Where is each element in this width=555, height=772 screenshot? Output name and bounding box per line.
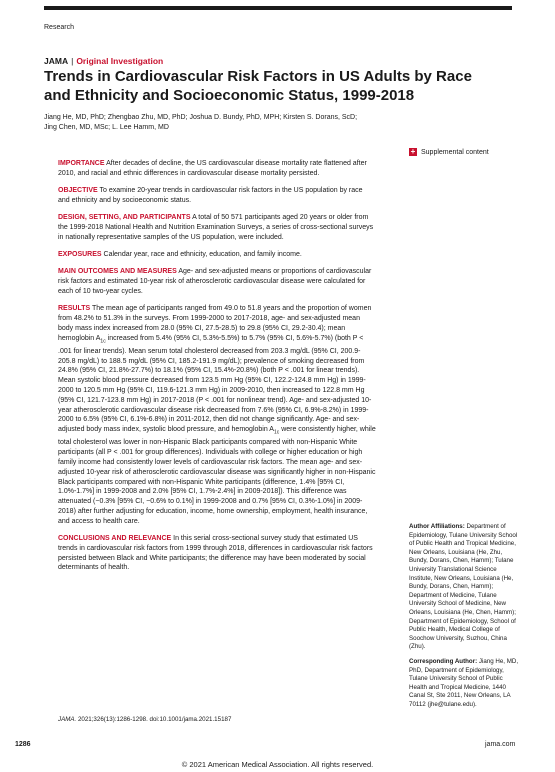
abstract-importance: [58, 159, 376, 179]
author-affiliations: [409, 523, 519, 652]
abstract-results: [58, 304, 376, 526]
results-text-2: increased from 5.4% (95% CI, 5.3%-5.5%) to 5.7% (95% CI, 5.6%-5.7%) (both P < .001 for linear trends). Mean serum total cholesterol decreased from 203.3 mg/dL (95% CI, 200.9-205.8 mg/dL) to 188.5 mg/dL (95% CI, 185.2-191.9 mg/dL); prevalence of smoking decreased from 24.8% (95% CI, 21.8%-27.7%) to 18.1% (95% CI, 15.4%-20.8%) (both P < .001 for linear trends). Mean systolic blood pressure decreased from 123.5 mm Hg (95% CI, 122.2-124.8 mm Hg) in 1999-2000 to 120.5 mm Hg (95% CI, 119.6-121.3 mm Hg) in 2009-2010, then increased to 122.8 mm Hg (95% CI, 121.7-123.8 mm Hg) in 2017-2018 (P < .001 for nonlinear trend). Age- and sex-adjusted 10-year atherosclerotic cardiovascular disease risk decreased from 7.6% (95% CI, 6.9%-8.2%) in 1999-2000 to 6.5% (95% CI, 6.1%-6.8%) in 2011-2012, then did not change significantly. Age- and sex-adjusted body mass index, systolic blood pressure, and hemoglobin A: [58, 334, 372, 434]
abstract-conclusions: [58, 534, 376, 573]
results-head: RESULTS: [58, 305, 91, 313]
page-number: 1286: [15, 741, 31, 748]
citation-journal: JAMA.: [58, 716, 77, 723]
corresponding-author: [409, 658, 519, 710]
importance-text: After decades of decline, the US cardiovascular disease mortality rate flattened after 2010, and racial and ethnic differences in cardiovascular disease mortality persisted.: [58, 160, 367, 177]
corresponding-head: Corresponding Author:: [409, 657, 478, 665]
exposures-head: EXPOSURES: [58, 251, 102, 259]
abstract-objective: [58, 186, 376, 206]
author-list: Jiang He, MD, PhD; Zhengbao Zhu, MD, PhD; Joshua D. Bundy, PhD, MPH; Kirsten S. Dorans, ScD; Jing Chen, MD, MSc; L. Lee Hamm, MD: [44, 114, 358, 131]
results-subscript-1: 1c: [100, 338, 106, 345]
journal-line: [44, 56, 163, 66]
design-head: DESIGN, SETTING, AND PARTICIPANTS: [58, 214, 191, 222]
results-subscript-2: 1c: [273, 429, 280, 436]
author-info-sidebar: [409, 523, 519, 715]
top-rule: [44, 6, 512, 24]
supplemental-content-link[interactable]: [409, 148, 489, 156]
journal-name: JAMA: [44, 56, 69, 66]
article-title: Trends in Cardiovascular Risk Factors in US Adults by Race and Ethnicity and Socioeconomic Status, 1999-2018: [44, 68, 472, 104]
abstract-outcomes: [58, 267, 376, 296]
site-link[interactable]: jama.com: [485, 741, 516, 748]
section-label: Research: [44, 24, 74, 31]
exposures-text: Calendar year, race and ethnicity, education, and family income.: [103, 251, 302, 259]
affiliations-head: Author Affiliations:: [409, 523, 465, 530]
conclusions-text: In this serial cross-sectional survey study that estimated US trends in cardiovascular risk factors from 1999 through 2018, differences in cardiovascular risk factors persisted between Black and White participants; the difference may have been moderated by social determinants of health.: [58, 535, 373, 572]
outcomes-text: Age- and sex-adjusted means or proportions of cardiovascular risk factors and estimated 10-year risk of atherosclerotic cardiovascular disease were calculated for each of 10 two-year cycles.: [58, 268, 372, 295]
importance-head: IMPORTANCE: [58, 160, 105, 167]
objective-text: To examine 20-year trends in cardiovascular risk factors in the US population by race and ethnicity and by socioeconomic status.: [58, 187, 363, 204]
abstract-exposures: [58, 250, 376, 260]
article-type: Original Investigation: [76, 56, 164, 66]
outcomes-head: MAIN OUTCOMES AND MEASURES: [58, 268, 177, 276]
journal-separator: |: [71, 56, 74, 66]
objective-head: OBJECTIVE: [58, 187, 98, 195]
corresponding-text: Jiang He, MD, PhD, Department of Epidemiology, Tulane University School of Public Health and Tropical Medicine, 1440 Canal St, Ste 2011, New Orleans, LA 70112 (jhe@tulane.edu).: [409, 657, 519, 708]
abstract: [58, 159, 376, 581]
design-text: A total of 50 571 participants aged 20 years or older from the 1999-2018 National Health and Nutrition Examination Surveys, a series of cross-sectional surveys in nationally representative samples of the US population, were included.: [58, 214, 374, 241]
results-text-1: The mean age of participants ranged from 49.0 to 51.8 years and the proportion of women from 48.2% to 51.3% in the surveys. From 1999-2000 to 2017-2018, age- and sex-adjusted mean body mass index increased from 28.0 (95% CI, 27.5-28.5) to 29.8 (95% CI, 29.2-30.4); mean hemoglobin A: [58, 305, 372, 342]
affiliations-text: Department of Epidemiology, Tulane University School of Public Health and Tropical Medicine, New Orleans, Louisiana (He, Zhu, Bundy, Dorans, Chen, Hamm); Tulane University Translational Science Institute, New Orleans, Louisiana (He, Bundy, Dorans, Chen, Hamm); Department of Medicine, Tulane University School of Medicine, New Orleans, Louisiana (He, Chen, Hamm); Department of Epidemiology, School of Public Health, Medical College of Soochow University, Suzhou, China (Zhu).: [409, 523, 518, 651]
abstract-design: [58, 213, 376, 242]
supplemental-label: Supplemental content: [421, 148, 489, 156]
citation: [58, 716, 231, 723]
conclusions-head: CONCLUSIONS AND RELEVANCE: [58, 535, 172, 543]
copyright: © 2021 American Medical Association. All rights reserved.: [181, 760, 374, 769]
results-text-3: were consistently higher, while total cholesterol was lower in non-Hispanic Black participants compared with non-Hispanic White participants (all P < .001 for group differences). Individuals with college or higher education or high family income had consistently lower levels of cardiovascular risk factors. The mean age- and sex-adjusted 10-year risk of atherosclerotic cardiovascular disease was significantly higher in non-Hispanic Black participants compared with non-Hispanic White participants (difference, 1.4% [95% CI, 1.0%-1.7%] in 1999-2008 and 2.0% [95% CI, 1.7%-2.4%] in 2009-2018]). This difference was attenuated (−0.3% [95% CI, −0.6% to 0.1%] in 1999-2008 and 0.7% [95% CI, 0.3%-1.0%] in 2009-2018) after further adjusting for education, income, home ownership, employment, health insurance, and access to health care.: [58, 426, 376, 525]
plus-icon: +: [410, 147, 416, 156]
citation-text: 2021;326(13):1286-1298. doi:10.1001/jama.2021.15187: [76, 716, 232, 723]
